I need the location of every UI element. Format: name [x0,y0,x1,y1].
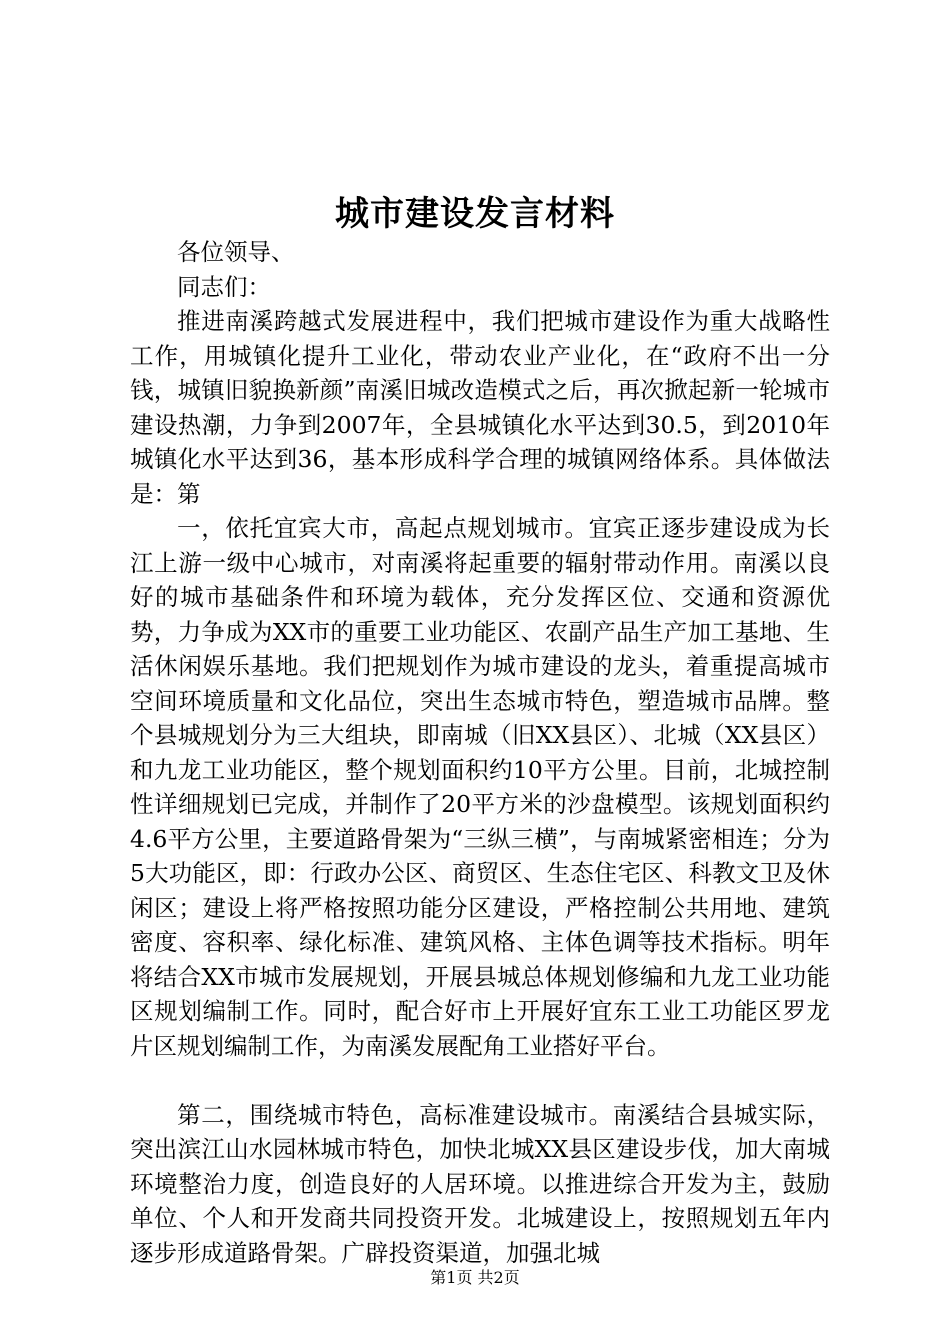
salutation-comrades: 同志们： [177,272,271,301]
paragraph-intro: 推进南溪跨越式发展进程中，我们把城市建设作为重大战略性工作，用城镇化提升工业化，带动农业产业化，在“政府不出一分钱，城镇旧貌换新颜”南溪旧城改造模式之后，再次掀起新一轮城市建设热潮，力争到2007年，全县城镇化水平达到30.5，到2010年城镇化水平达到36，基本形成科学合理的城镇网络体系。具体做法是：第 [130,307,830,508]
salutation-leaders: 各位领导、 [177,238,295,266]
document-title: 城市建设发言材料 [335,194,615,234]
paragraph-planning: 一，依托宜宾大市，高起点规划城市。宜宾正逐步建设成为长江上游一级中心城市，对南溪将起重要的辐射带动作用。南溪以良好的城市基础条件和环境为载体，充分发挥区位、交通和资源优势，力争成为XX市的重要工业功能区、农副产品生产加工基地、生活休闲娱乐基地。我们把规划作为城市建设的龙头，着重提高城市空间环境质量和文化品位，突出生态城市特色，塑造城市品牌。整个县城规划分为三大组块，即南城（旧XX县区）、北城（XX县区）和九龙工业功能区，整个规划面积约10平方公里。目前，北城控制性详细规划已完成，并制作了20平方米的沙盘模型。该规划面积约4.6平方公里，主要道路骨架为“三纵三横”，与南城紧密相连；分为5大功能区，即：行政办公区、商贸区、生态住宅区、科教文卫及休闲区；建设上将严格按照功能分区建设，严格控制公共用地、建筑密度、容积率、绿化标准、建筑风格、主体色调等技术指标。明年将结合XX市城市发展规划，开展县城总体规划修编和九龙工业功能区规划编制工作。同时，配合好市上开展好宜东工业工功能区罗龙片区规划编制工作，为南溪发展配角工业搭好平台。 [130,514,830,1060]
paragraph-spacer [130,1063,830,1098]
page-number-footer: 第1页 共2页 [430,1268,520,1287]
document-body [130,235,830,1270]
paragraph-construction: 第二，围绕城市特色，高标准建设城市。南溪结合县城实际，突出滨江山水园林城市特色，加快北城XX县区建设步伐，加大南城环境整治力度，创造良好的人居环境。以推进综合开发为主，鼓励单位、个人和开发商共同投资开发。北城建设上，按照规划五年内逐步形成道路骨架。广辟投资渠道，加强北城 [130,1100,830,1267]
